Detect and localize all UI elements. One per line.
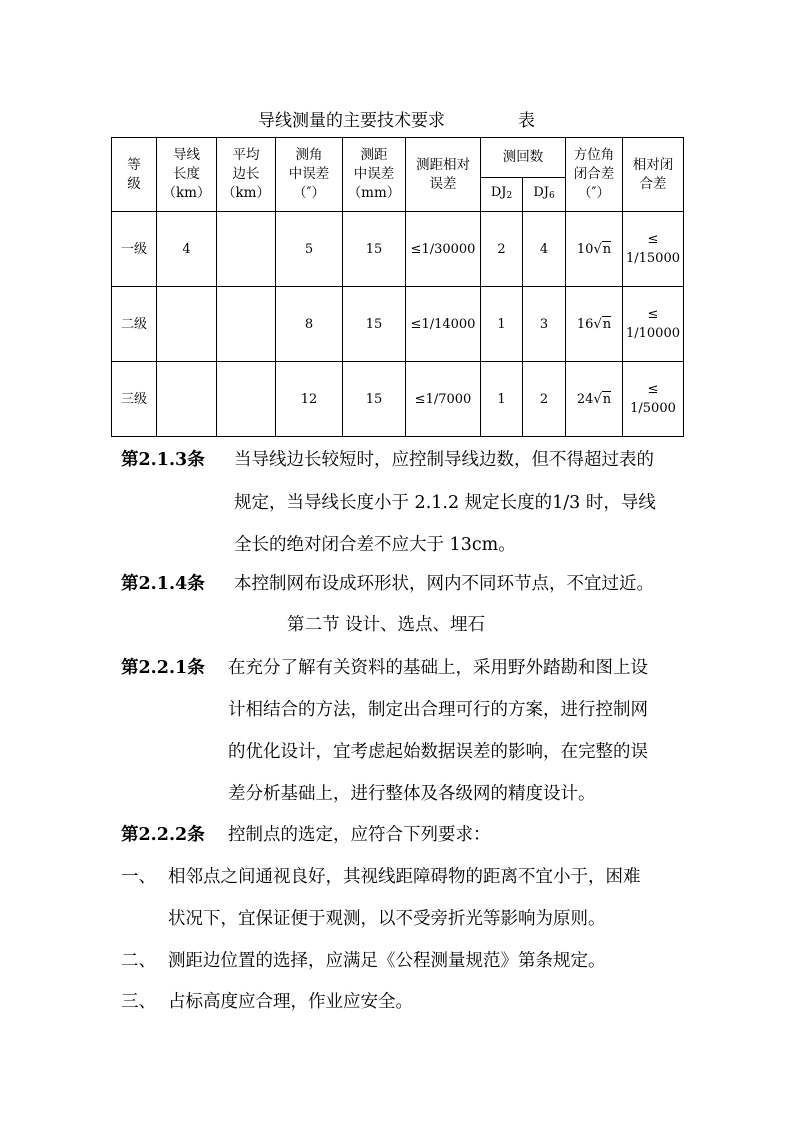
clause-2-2-1-line: 差分析基础上，进行整体及各级网的精度设计。 [228,784,596,804]
table-row [112,212,684,287]
clause-2-1-3-label: 第2.1.3条 [121,450,205,470]
header-angle-error: 测角 中误差 （″） [276,138,343,212]
cell-relative-closure: ≤ 1/5000 [623,362,684,437]
spec-table [111,137,684,437]
table-title-text: 导线测量的主要技术要求 [258,111,445,131]
cell-azimuth-closure: 24√n [566,362,623,437]
cell-length: 4 [157,212,217,287]
cell-azimuth-closure: 10√n [566,212,623,287]
cell-avg-side [217,362,276,437]
list-item-line: 状况下，宜保证便于观测，以不受旁折光等影响为原则。 [168,909,606,929]
header-avg-side: 平均 边长 （km） [217,138,276,212]
clause-2-1-3-line: 全长的绝对闭合差不应大于 13cm。 [234,535,516,555]
cell-avg-side [217,212,276,287]
cell-distance-error: 15 [343,362,406,437]
cell-relative-distance-error: ≤1/7000 [406,362,481,437]
cell-distance-error: 15 [343,287,406,362]
list-item-line: 测距边位置的选择，应满足《公程测量规范》第条规定。 [168,951,606,971]
cell-angle-error: 8 [276,287,343,362]
table-title-suffix: 表 [518,111,535,131]
header-dj6: $DJ_6$ [523,178,566,212]
header-relative-closure: 相对闭 合差 [623,138,684,212]
cell-dj2: 1 [481,287,523,362]
cell-length [157,287,217,362]
header-relative-distance-error: 测距相对 误差 [406,138,481,212]
cell-grade: 三级 [112,362,157,437]
header-dj2: $DJ_2$ [481,178,523,212]
cell-grade: 一级 [112,212,157,287]
clause-2-1-4-label: 第2.1.4条 [121,574,205,594]
cell-grade: 二级 [112,287,157,362]
header-grade: 等 级 [112,138,157,212]
cell-relative-distance-error: ≤1/14000 [406,287,481,362]
list-item-number: 二、 [121,951,156,971]
cell-azimuth-closure: 16√n [566,287,623,362]
cell-relative-closure: ≤ 1/10000 [623,287,684,362]
cell-dj6: 4 [523,212,566,287]
section-title: 第二节 设计、选点、埋石 [287,615,486,635]
table-row [112,362,684,437]
table-row [112,287,684,362]
list-item-line: 相邻点之间通视良好，其视线距障碍物的距离不宜小于，困难 [168,867,641,887]
list-item-line: 占标高度应合理，作业应安全。 [168,992,413,1012]
clause-2-2-1-line: 的优化设计，宜考虑起始数据误差的影响，在完整的误 [228,742,648,762]
list-item-number: 一、 [121,867,156,887]
clause-2-1-4-text: 本控制网布设成环形状，网内不同环节点，不宜过近。 [234,574,654,594]
clause-2-2-1-line: 计相结合的方法，制定出合理可行的方案，进行控制网 [228,700,648,720]
header-azimuth-closure: 方位角 闭合差 （″） [566,138,623,212]
cell-relative-closure: ≤ 1/15000 [623,212,684,287]
cell-dj6: 2 [523,362,566,437]
clause-2-2-1-line: 在充分了解有关资料的基础上，采用野外踏勘和图上设 [228,658,648,678]
cell-relative-distance-error: ≤1/30000 [406,212,481,287]
list-item-number: 三、 [121,992,156,1012]
cell-length [157,362,217,437]
cell-dj6: 3 [523,287,566,362]
header-rounds: 测回数 [481,138,566,178]
cell-distance-error: 15 [343,212,406,287]
header-distance-error: 测距 中误差 （mm） [343,138,406,212]
cell-dj2: 2 [481,212,523,287]
header-length: 导线 长度 （km） [157,138,217,212]
cell-avg-side [217,287,276,362]
clause-2-2-2-text: 控制点的选定，应符合下列要求： [228,825,491,845]
clause-2-1-3-line: 当导线边长较短时，应控制导线边数，但不得超过表的 [234,450,654,470]
cell-angle-error: 12 [276,362,343,437]
clause-2-2-2-label: 第2.2.2条 [121,825,205,845]
clause-2-2-1-label: 第2.2.1条 [121,658,205,678]
cell-dj2: 1 [481,362,523,437]
cell-angle-error: 5 [276,212,343,287]
clause-2-1-3-line: 规定，当导线长度小于 2.1.2 规定长度的1/3 时，导线 [234,493,656,513]
